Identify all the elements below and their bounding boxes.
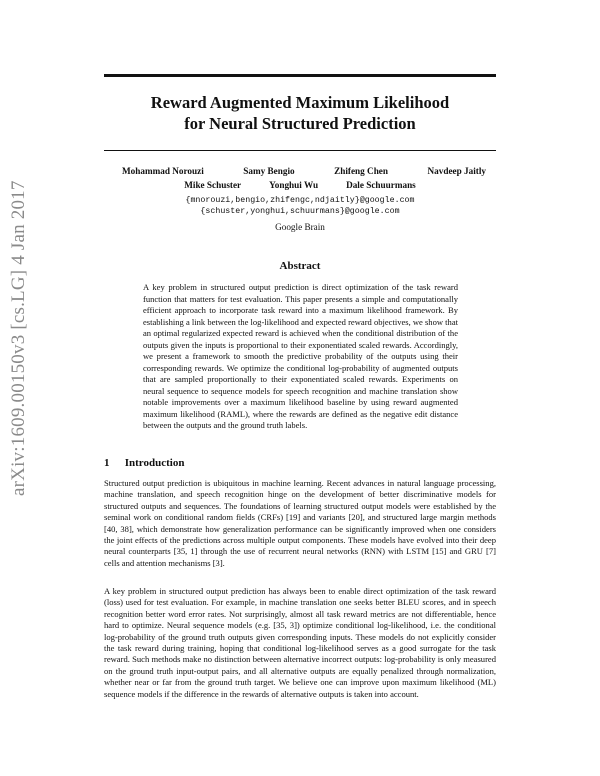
abstract-heading: Abstract [279,260,321,272]
affiliation: Google Brain [275,222,325,232]
section-heading [104,457,184,469]
author-emails-1: {mnorouzi,bengio,zhifengc,ndjaitly}@google.com [185,196,415,205]
authors-row-2 [104,180,496,190]
abstract-body: A key problem in structured output prediction is direct optimization of the task reward function that matters for test evaluation. This paper presents a simple and computationally efficient approach to incorporate task reward into a maximum likelihood framework. By establishing a link between the log-likelihood and expected reward objectives, we show that an optimal regularized expected reward is achieved when the conditional distribution of the outputs given the inputs is proportional to their exponentiated scaled rewards. Accordingly, we present a framework to smooth the predictive probability of the outputs using their corresponding rewards. We optimize the conditional log-probability of augmented outputs that are sampled proportionally to their exponentiated scaled rewards. Experiments on neural sequence to sequence models for speech recognition and machine translation show notable improvements over a maximum likelihood baseline by using reward augmented maximum likelihood (RAML), where the rewards are defined as the negative edit distance between the outputs and the ground truth labels. [143,282,458,430]
title-top-rule [104,74,496,77]
title-line-1: Reward Augmented Maximum Likelihood [150,93,450,112]
section-title: Introduction [124,457,185,469]
author-name: Dale Schuurmans [346,180,416,190]
author-name: Mike Schuster [184,180,242,190]
author-name: Yonghui Wu [269,180,319,190]
author-name: Navdeep Jaitly [427,166,486,176]
title-bottom-rule [104,150,496,151]
author-name: Mohammad Norouzi [122,166,204,176]
arxiv-stamp: arXiv:1609.00150v3 [cs.LG] 4 Jan 2017 [8,180,29,496]
title-line-2: for Neural Structured Prediction [184,114,416,133]
intro-paragraph-1: Structured output prediction is ubiquitous in machine learning. Recent advances in natural language processing, machine translation, and speech recognition hinge on the development of better discriminative models for structured outputs and sequences. The foundations of learning structured output models were established by the seminal work on conditional random fields (CRFs) [19] and variants [20], and structured large margin methods [40, 38], which demonstrate how generalization performance can be significantly improved when one considers the joint effects of the predictions across multiple output components. These models have evolved into their deep neural counterparts [35, 1] through the use of recurrent neural networks (RNN) with LSTM [15] and GRU [7] cells and attention mechanisms [3]. [104,478,496,568]
author-name: Zhifeng Chen [334,166,388,176]
paper-title [104,92,496,134]
section-number: 1 [104,457,110,469]
intro-paragraph-2: A key problem in structured output prediction has always been to enable direct optimization of the task reward (loss) used for test evaluation. For example, in machine translation one seeks better BLEU scores, and in speech recognition better word error rates. Not surprisingly, almost all task reward metrics are not differentiable, hence hard to optimize. Neural sequence models (e.g. [35, 3]) optimize conditional log-likelihood, i.e. the conditional log-probability of the ground truth outputs given corresponding inputs. These models do not explicitly consider the task reward during training, hoping that conditional log-likelihood serves as a good surrogate for the task reward. Such methods make no distinction between alternative incorrect outputs: log-probability is only measured on the ground truth input-output pairs, and all alternative outputs are equally penalized through normalization, whether near or far from the ground truth target. We believe one can improve upon maximum likelihood (ML) sequence models if the difference in the rewards of alternative outputs is taken into account. [104,586,496,699]
authors-row-1 [104,166,496,176]
author-emails-2: {schuster,yonghui,schuurmans}@google.com [200,207,400,216]
author-name: Samy Bengio [243,166,295,176]
